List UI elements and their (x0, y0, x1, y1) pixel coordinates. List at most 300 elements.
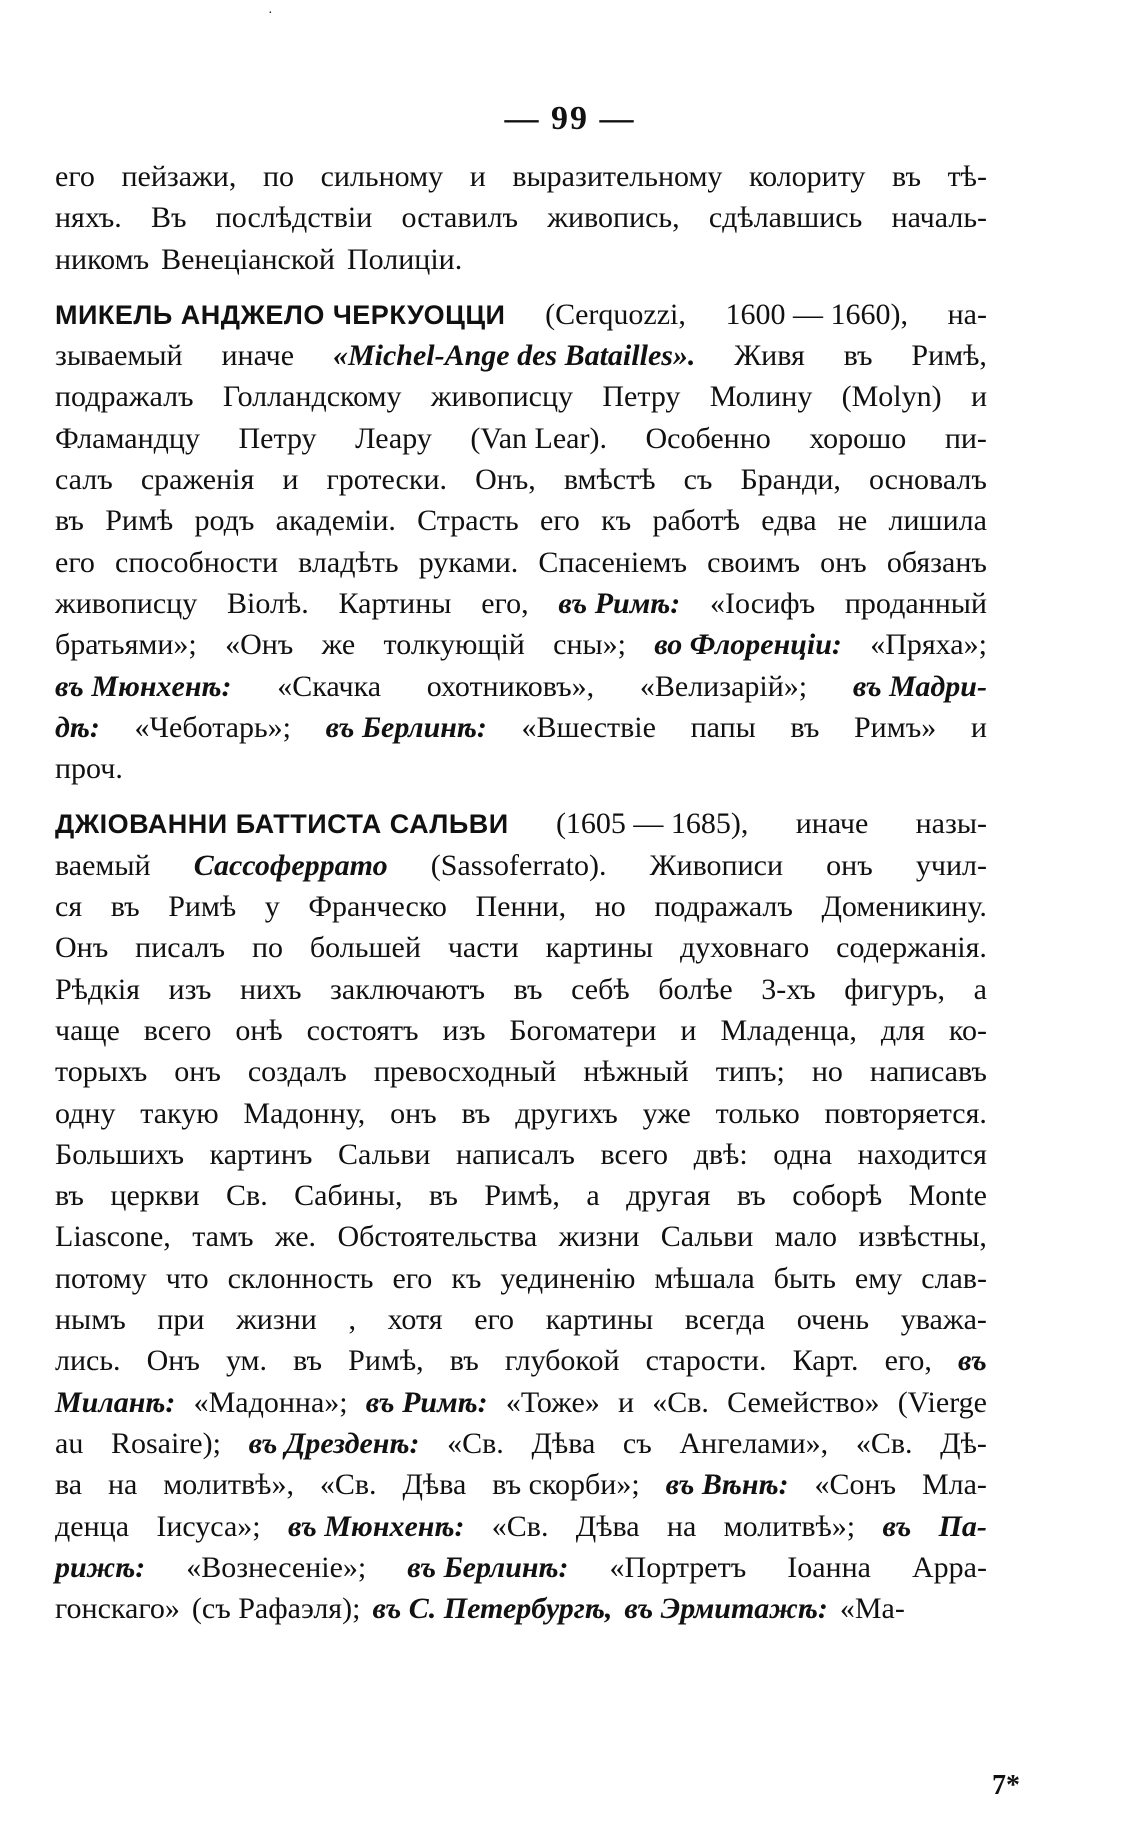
word: Петру (238, 421, 317, 455)
page-number: — 99 — (504, 100, 636, 137)
word: только (715, 1096, 800, 1130)
word: Римѣ, (348, 1344, 424, 1378)
word: Полиціи. (346, 242, 463, 276)
word: по (262, 160, 294, 193)
word: церкви (110, 1179, 200, 1213)
word: «Мадонна»; (193, 1385, 348, 1419)
word: изъ (442, 1013, 486, 1047)
word: толкующій (383, 628, 525, 662)
word: Особенно (645, 421, 771, 455)
word: типъ; (715, 1055, 785, 1089)
word: Бранди, (740, 463, 841, 497)
word: онъ (820, 545, 867, 579)
word: сны»; (553, 628, 627, 662)
word: Спасеніемъ (538, 545, 688, 579)
word: извѣстны, (858, 1220, 987, 1254)
word: его, (481, 586, 529, 620)
word: Monte (908, 1179, 987, 1213)
word: къ (451, 1261, 482, 1295)
word: на- (947, 297, 987, 331)
word: сдѣлавшись (708, 201, 863, 235)
word: Страсть (417, 504, 519, 538)
word: онъ (826, 848, 873, 882)
word: (Sassoferrato). (430, 848, 607, 882)
word: уединенію (500, 1261, 636, 1295)
word: (съ Рафаэля); (191, 1592, 361, 1626)
word: заключаютъ (330, 972, 486, 1006)
word: торыхъ (55, 1055, 148, 1089)
location-phrase: рижѣ: (55, 1550, 146, 1584)
signature-mark: 7* (992, 1770, 1020, 1801)
word: содержанія. (836, 931, 987, 965)
word: «Портретъ (609, 1550, 747, 1584)
paragraph-gap (55, 793, 987, 807)
word: его (474, 1303, 515, 1337)
word: Франческо (308, 890, 447, 924)
word: «Св. (447, 1426, 504, 1460)
word: для (880, 1013, 925, 1047)
text-line (55, 1220, 987, 1261)
word: всего (143, 1013, 212, 1047)
location-phrase: Па- (938, 1509, 987, 1543)
word: Дѣва (402, 1468, 467, 1502)
paragraph (55, 160, 987, 284)
word: вмѣстѣ (563, 463, 656, 497)
word: папы (690, 710, 756, 744)
word: денца (55, 1509, 130, 1543)
word: его (55, 545, 95, 579)
location-phrase: въ Мюнхенѣ: (55, 669, 232, 703)
word: 3-хъ (761, 972, 816, 1006)
word: себѣ (571, 972, 630, 1006)
word: Младенца, (720, 1013, 857, 1047)
word: Онъ (55, 931, 109, 965)
text-line (55, 711, 987, 752)
word: Сабины, (294, 1179, 403, 1213)
location-phrase: въ Берлинѣ: (407, 1550, 569, 1584)
word: въ скорби»; (492, 1468, 640, 1502)
word: Леару (355, 421, 432, 455)
text-line (55, 1427, 987, 1468)
word: старости. (645, 1344, 767, 1378)
text-line (55, 298, 987, 339)
word: не (837, 504, 868, 538)
word: онѣ (235, 1013, 283, 1047)
word: его (392, 1261, 433, 1295)
text-line (55, 1262, 987, 1303)
text-line (55, 463, 987, 504)
word: Богоматери (509, 1013, 657, 1047)
word: уважа- (900, 1303, 987, 1337)
word: иначе (221, 339, 295, 373)
word: Обстоятельства (337, 1220, 538, 1254)
text-line (55, 1592, 987, 1633)
text-line (55, 1179, 987, 1220)
word: братьями»; (55, 628, 197, 662)
text-line (55, 1014, 987, 1055)
text-line (55, 201, 987, 242)
word: Семейство» (727, 1385, 880, 1419)
word: и (970, 710, 987, 744)
word: чаще (55, 1013, 120, 1047)
word: Дѣва (575, 1509, 640, 1543)
word: «Св. (319, 1468, 377, 1502)
text-line (55, 587, 987, 628)
word: тѣ- (947, 160, 987, 193)
word: тамъ (192, 1220, 254, 1254)
word: Петру (602, 380, 681, 414)
word: едва (761, 504, 817, 538)
word: хорошо (809, 421, 907, 455)
text-line (55, 1097, 987, 1138)
word: но (811, 1055, 843, 1089)
location-phrase: во Флоренціи: (654, 628, 842, 662)
word: «Пряха»; (870, 628, 987, 662)
word: владѣть (298, 545, 399, 579)
word: картины (545, 931, 654, 965)
word: при (157, 1303, 205, 1337)
word: состоятъ (306, 1013, 419, 1047)
word: Арра- (911, 1550, 987, 1584)
word: у (264, 890, 280, 924)
word: картины (545, 1303, 654, 1337)
word: Римъ» (853, 710, 937, 744)
word: картинъ (209, 1137, 313, 1171)
location-phrase: въ Дрезденѣ: (248, 1426, 420, 1460)
word: родъ (194, 504, 255, 538)
word: живопись, (547, 201, 680, 235)
word: (Molyn) (841, 380, 942, 414)
location-phrase: въ Вѣнѣ: (665, 1468, 789, 1502)
word: другая (626, 1179, 711, 1213)
word: онъ (174, 1055, 221, 1089)
word: а (586, 1179, 600, 1213)
word: очень (796, 1303, 870, 1337)
word: повторяется. (824, 1096, 987, 1130)
word: Въ (150, 201, 187, 235)
word: въ (892, 160, 921, 193)
word: выразительному (512, 160, 723, 193)
word: ко- (948, 1013, 987, 1047)
text-line (55, 422, 987, 463)
word: нихъ (239, 972, 302, 1006)
location-phrase: Миланѣ: (55, 1385, 176, 1419)
text-line (55, 1303, 987, 1344)
word: (1605 — 1685), (555, 807, 749, 841)
word: лишила (888, 504, 987, 538)
word: въ (293, 1344, 323, 1378)
word: Rosaire); (110, 1426, 221, 1460)
word: уже (642, 1096, 691, 1130)
word: ва (55, 1468, 83, 1502)
word: соборѣ (792, 1179, 883, 1213)
word: Ангелами», (679, 1426, 829, 1460)
word: и (680, 1013, 697, 1047)
word: Liascone, (55, 1220, 171, 1254)
text-line (55, 931, 987, 972)
text-line (55, 628, 987, 669)
text-line (55, 973, 987, 1014)
word: его (539, 504, 580, 538)
word: Сальви (660, 1220, 754, 1254)
word: молитвѣ», (163, 1468, 294, 1502)
word: Мадонну, (243, 1096, 366, 1130)
word: иначе (795, 807, 869, 841)
word: по (251, 931, 283, 965)
text-line (55, 546, 987, 587)
word: способности (115, 545, 278, 579)
word: написавъ (869, 1055, 987, 1089)
location-phrase: «Michel-Ange des Batailles». (332, 339, 696, 373)
word: превосходный (373, 1055, 557, 1089)
word: двѣ: (693, 1137, 748, 1171)
word: фигуръ, (844, 972, 946, 1006)
text-line (55, 339, 987, 380)
word: 1600 — 1660), (725, 297, 908, 331)
word: нѣжный (583, 1055, 689, 1089)
paragraph (55, 807, 987, 1633)
word: на (666, 1509, 697, 1543)
word: Рѣдкія (55, 972, 140, 1006)
word: его (55, 160, 95, 193)
word: въ (790, 710, 820, 744)
word: «Св. (652, 1385, 709, 1419)
word: его, (884, 1344, 932, 1378)
word: писалъ (135, 931, 226, 965)
text-line (55, 890, 987, 931)
text-line (55, 160, 987, 201)
word: Іоанна (787, 1550, 871, 1584)
word: лись. (55, 1344, 121, 1378)
location-phrase: въ Мадри- (852, 669, 987, 703)
word: другихъ (515, 1096, 618, 1130)
word: Живя (734, 339, 805, 373)
word: никомъ (55, 242, 150, 276)
word: онъ (390, 1096, 437, 1130)
word: ему (854, 1261, 903, 1295)
word: всегда (684, 1303, 766, 1337)
location-phrase: дѣ: (55, 710, 100, 744)
word: изъ (168, 972, 212, 1006)
word: Голландскому (222, 380, 402, 414)
word: салъ (55, 463, 113, 497)
word: Большихъ (55, 1137, 185, 1171)
text-line (55, 807, 987, 848)
word: (Vierge (897, 1385, 987, 1419)
text-line (55, 1551, 987, 1592)
word: пи- (944, 421, 987, 455)
word: работѣ (652, 504, 741, 538)
word: колориту (749, 160, 866, 193)
word: всего (600, 1137, 669, 1171)
word: большей (309, 931, 421, 965)
word: написалъ (456, 1137, 575, 1171)
word: въ (461, 1096, 491, 1130)
word: проч. (55, 752, 123, 786)
word: нымъ (55, 1303, 126, 1337)
word: и (617, 1385, 635, 1419)
word: слав- (921, 1261, 987, 1295)
location-phrase: въ (958, 1344, 987, 1378)
word: «Скачка (277, 669, 382, 703)
word: и (469, 160, 486, 193)
location-phrase: въ Мюнхенѣ: (287, 1509, 465, 1543)
word: зываемый (55, 339, 183, 373)
word: проданный (844, 586, 987, 620)
location-phrase: въ Римѣ: (558, 586, 681, 620)
word: «Чеботарь»; (134, 710, 292, 744)
artist-name: ДЖІОВАННИ БАТТИСТА САЛЬВИ (55, 809, 509, 840)
word: «Сонъ (814, 1468, 897, 1502)
word: Онъ (146, 1344, 200, 1378)
word: жизни (558, 1220, 640, 1254)
word: Римѣ (105, 504, 174, 538)
paragraph (55, 298, 987, 794)
text-line (55, 504, 987, 545)
word: подражалъ (55, 380, 194, 414)
word: что (165, 1261, 209, 1295)
text-line (55, 670, 987, 711)
word: Фламандцу (55, 421, 200, 455)
word: оставилъ (401, 201, 519, 235)
word: «Св. (855, 1426, 913, 1460)
word: одна (773, 1137, 833, 1171)
text-line (55, 1468, 987, 1509)
word: въ (428, 1179, 458, 1213)
location-phrase: въ Эрмитажѣ: (624, 1592, 828, 1626)
location-phrase: въ С. Петербургѣ, (372, 1592, 613, 1626)
text-line (55, 1138, 987, 1179)
word: ум. (225, 1344, 268, 1378)
word: на (108, 1468, 138, 1502)
word: , (348, 1303, 356, 1337)
word: же (321, 628, 356, 662)
word: въ (110, 890, 140, 924)
word: Карт. (792, 1344, 859, 1378)
word: съ (622, 1426, 652, 1460)
text-line (55, 1344, 987, 1385)
word: «Онъ (225, 628, 294, 662)
word: съ (683, 463, 713, 497)
speck: · (268, 6, 273, 21)
word: Живописи (649, 848, 784, 882)
text-line (55, 1055, 987, 1096)
word: Венеціанской (161, 242, 335, 276)
word: такую (140, 1096, 219, 1130)
word: жизни (236, 1303, 317, 1337)
word: хотя (387, 1303, 443, 1337)
word: создалъ (247, 1055, 347, 1089)
word: одну (55, 1096, 116, 1130)
word: (Cerquozzi, (545, 297, 686, 331)
word: въ (55, 504, 84, 538)
location-phrase: въ Берлинѣ: (325, 710, 487, 744)
text-line (55, 1510, 987, 1551)
word: глубокой (504, 1344, 620, 1378)
word: находится (857, 1137, 987, 1171)
text-line (55, 380, 987, 421)
word: Картины (338, 586, 452, 620)
word: живописцу (55, 586, 198, 620)
word: Римѣ, (484, 1179, 560, 1213)
word: «Вознесеніе»; (186, 1550, 367, 1584)
word: Іисуса»; (156, 1509, 261, 1543)
word: охотниковъ», (426, 669, 595, 703)
word: молитвѣ»; (723, 1509, 856, 1543)
word: ваемый (55, 848, 151, 882)
word: подражалъ (654, 890, 793, 924)
word: въ (513, 972, 543, 1006)
word: Молину (709, 380, 813, 414)
word: потому (55, 1261, 147, 1295)
word: руками. (418, 545, 519, 579)
word: своимъ (707, 545, 800, 579)
word: но (594, 890, 626, 924)
word: гротески. (326, 463, 447, 497)
word: «Іосифъ (710, 586, 816, 620)
word: основалъ (868, 463, 987, 497)
word: мало (774, 1220, 838, 1254)
word: Сальви (337, 1137, 431, 1171)
word: гонскаго» (55, 1592, 180, 1626)
word: же. (274, 1220, 317, 1254)
word: болѣе (658, 972, 733, 1006)
word: въ (736, 1179, 766, 1213)
text-line (55, 752, 987, 793)
word: пейзажи, (121, 160, 237, 193)
paragraph-gap (55, 284, 987, 298)
word: Віолѣ. (227, 586, 309, 620)
word: «Велизарій»; (639, 669, 808, 703)
word: Пенни, (475, 890, 567, 924)
word: сильному (320, 160, 444, 193)
word: академіи. (275, 504, 396, 538)
word: au (55, 1426, 84, 1460)
word: Римѣ (168, 890, 237, 924)
word: духовнаго (680, 931, 810, 965)
word: Св. (226, 1179, 268, 1213)
word: и (970, 380, 987, 414)
word: живописцу (430, 380, 574, 414)
word: и (282, 463, 299, 497)
word: ся (55, 890, 83, 924)
text-line (55, 1386, 987, 1427)
location-phrase: въ Римѣ: (365, 1385, 488, 1419)
word: Онъ, (475, 463, 536, 497)
word: «Св. (491, 1509, 549, 1543)
word: Дѣ- (940, 1426, 987, 1460)
word: началь- (891, 201, 987, 235)
word: «Тоже» (505, 1385, 600, 1419)
word: части (447, 931, 519, 965)
word: Мла- (921, 1468, 987, 1502)
word: въ (843, 339, 873, 373)
word: (Van Lear). (470, 421, 607, 455)
word: «Вшествіе (521, 710, 656, 744)
word: учил- (915, 848, 987, 882)
word: назы- (915, 807, 987, 841)
artist-name: МИКЕЛЬ АНДЖЕЛО ЧЕРКУОЦЦИ (55, 299, 506, 330)
word: Дѣва (531, 1426, 596, 1460)
word: въ (449, 1344, 479, 1378)
word: быть (773, 1261, 836, 1295)
word: Доменикину. (821, 890, 987, 924)
location-phrase: Сассоферрато (193, 848, 388, 882)
word: къ (601, 504, 632, 538)
word: послѣдствіи (215, 201, 373, 235)
word: Римѣ, (911, 339, 987, 373)
word: мѣшала (654, 1261, 755, 1295)
